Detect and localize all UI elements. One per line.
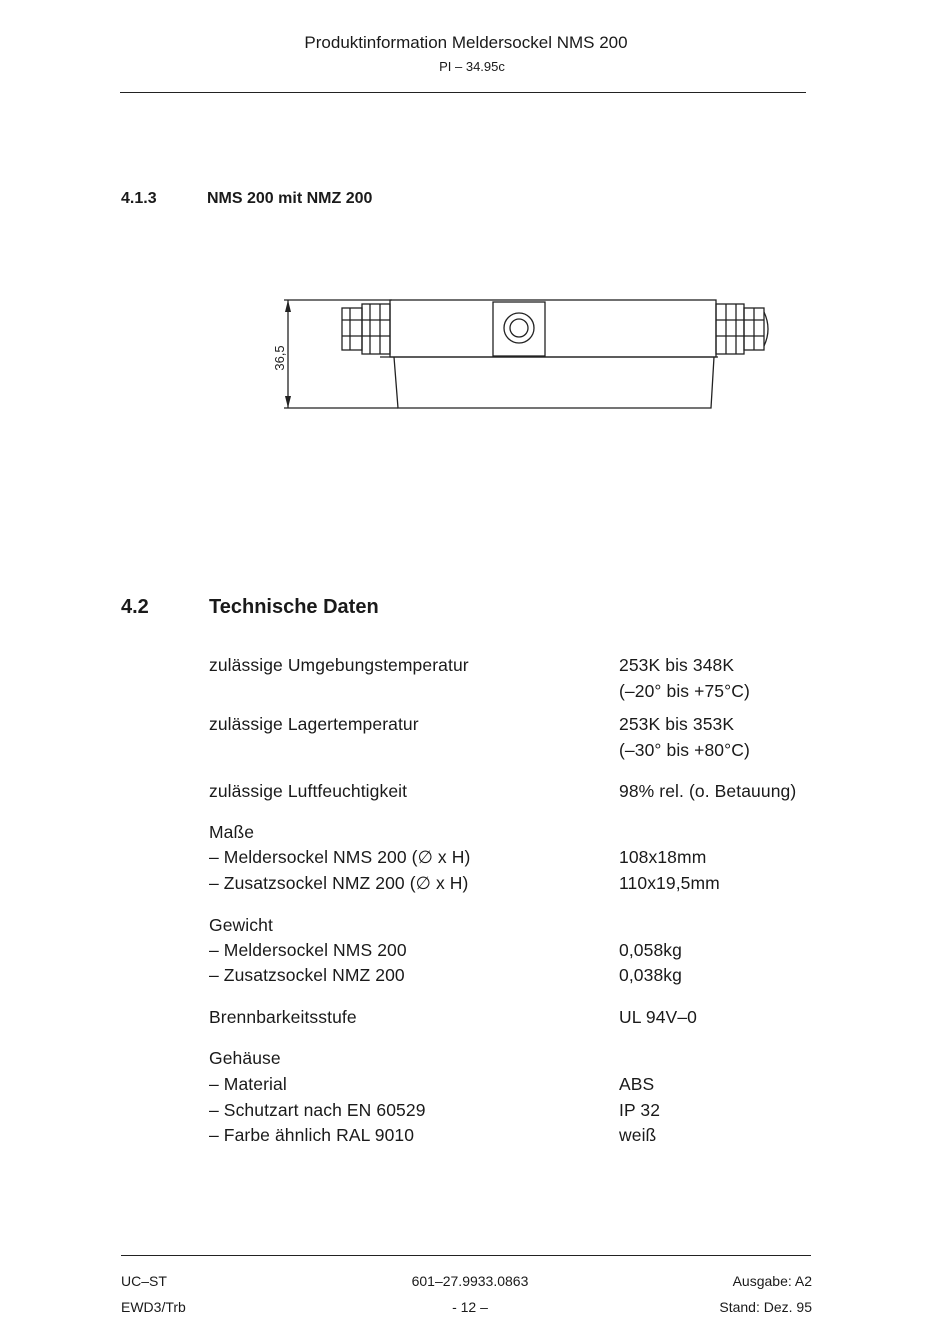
spec-flammability-label: Brennbarkeitsstufe	[209, 1007, 357, 1027]
upper-socket-body	[390, 300, 716, 357]
spec-weight-item-1-label: – Meldersockel NMS 200	[209, 940, 407, 960]
spec-housing-item-1-value: ABS	[619, 1074, 655, 1094]
left-cable-gland-icon	[342, 304, 390, 354]
header-subtitle: PI – 34.95c	[439, 59, 505, 74]
footer-rule	[121, 1255, 811, 1256]
section-title-42: Technische Daten	[209, 596, 379, 618]
footer-right-2: Stand: Dez. 95	[719, 1299, 812, 1315]
section-number-42: 4.2	[121, 596, 149, 618]
spec-storage-temp-label: zulässige Lagertemperatur	[209, 714, 419, 734]
spec-humidity-label: zulässige Luftfeuchtigkeit	[209, 781, 408, 801]
spec-dimensions-heading: Maße	[209, 822, 255, 842]
terminal-outer-ring-icon	[504, 313, 534, 343]
right-cable-gland-icon	[716, 304, 768, 354]
center-terminal	[493, 302, 545, 356]
footer-center-2: - 12 –	[452, 1299, 488, 1315]
technical-drawing	[270, 290, 790, 420]
spec-flammability-value: UL 94V–0	[619, 1007, 697, 1027]
spec-dimensions-item-1-label: – Meldersockel NMS 200 (∅ x H)	[209, 847, 471, 867]
spec-housing-item-2-label: – Schutzart nach EN 60529	[209, 1100, 426, 1120]
footer-left-2: EWD3/Trb	[121, 1299, 186, 1315]
spec-dimensions-item-2-value: 110x19,5mm	[619, 873, 720, 893]
spec-dimensions-item-2-label: – Zusatzsockel NMZ 200 (∅ x H)	[209, 873, 469, 893]
spec-housing-heading: Gehäuse	[209, 1048, 281, 1068]
spec-weight-item-2-value: 0,038kg	[619, 965, 682, 985]
spec-ambient-temp-value-1: 253K bis 348K	[619, 655, 735, 675]
footer-right-1: Ausgabe: A2	[732, 1273, 812, 1289]
lower-socket-body	[394, 357, 714, 408]
spec-storage-temp-value-2: (–30° bis +80°C)	[619, 740, 750, 760]
dimension-label: 36,5	[272, 345, 287, 371]
section-number-413: 4.1.3	[121, 190, 157, 207]
spec-housing-item-3-label: – Farbe ähnlich RAL 9010	[209, 1125, 415, 1145]
spec-weight-item-1-value: 0,058kg	[619, 940, 682, 960]
header-title: Produktinformation Meldersockel NMS 200	[304, 33, 628, 52]
header-rule	[120, 92, 806, 93]
dimension-arrow-bottom-icon	[285, 396, 291, 408]
footer-center-1: 601–27.9933.0863	[411, 1273, 529, 1289]
spec-humidity-value: 98% rel. (o. Betauung)	[619, 781, 797, 801]
dimension-arrow-top-icon	[285, 300, 291, 312]
section-title-413: NMS 200 mit NMZ 200	[207, 190, 373, 207]
spec-ambient-temp-label: zulässige Umgebungstemperatur	[209, 655, 469, 675]
spec-weight-item-2-label: – Zusatzsockel NMZ 200	[209, 965, 405, 985]
spec-housing-item-2-value: IP 32	[619, 1100, 661, 1120]
terminal-inner-ring-icon	[510, 319, 528, 337]
spec-housing-item-1-label: – Material	[209, 1074, 287, 1094]
spec-ambient-temp-value-2: (–20° bis +75°C)	[619, 681, 750, 701]
spec-storage-temp-value-1: 253K bis 353K	[619, 714, 735, 734]
spec-housing-item-3-value: weiß	[619, 1125, 657, 1145]
spec-weight-heading: Gewicht	[209, 915, 273, 935]
footer-left-1: UC–ST	[121, 1273, 167, 1289]
spec-dimensions-item-1-value: 108x18mm	[619, 847, 707, 867]
